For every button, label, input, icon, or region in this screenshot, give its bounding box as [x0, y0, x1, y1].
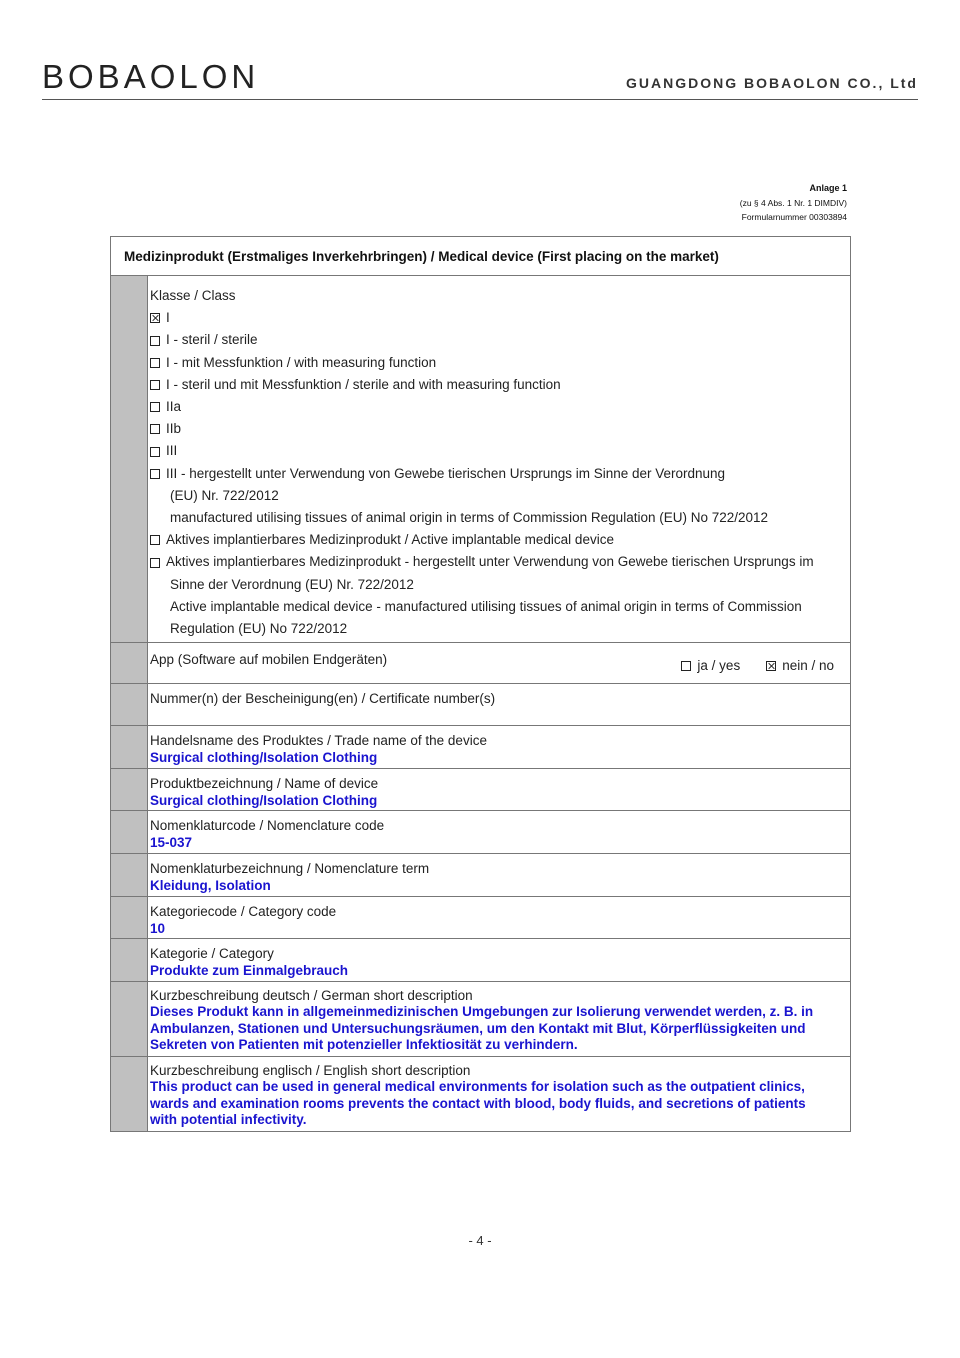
trade-name-value: Surgical clothing/Isolation Clothing — [150, 750, 378, 766]
checkbox-icon[interactable] — [150, 558, 160, 568]
class-cell — [148, 276, 850, 642]
form-title: Medizinprodukt (Erstmaliges Inverkehrbringen) / Medical device (First placing on the market) — [111, 237, 850, 276]
nomenclature-code-value: 15-037 — [150, 835, 193, 851]
category-code-label: Kategoriecode / Category code — [150, 903, 337, 919]
checkbox-icon[interactable] — [681, 661, 691, 671]
form-number: Formularnummer 00303894 — [741, 212, 847, 222]
class-option-active-implantable-animal-tissue[interactable] — [150, 551, 850, 573]
page-number: - 4 - — [468, 1233, 492, 1248]
header-divider — [42, 99, 918, 100]
german-description-cell — [148, 982, 850, 1056]
trade-name-row — [111, 726, 850, 769]
company-logo: BOBAOLON — [42, 58, 260, 95]
row-marker — [111, 897, 148, 939]
row-marker — [111, 1057, 148, 1131]
category-cell — [148, 939, 850, 981]
nomenclature-term-value: Kleidung, Isolation — [150, 878, 271, 894]
app-no-option[interactable] — [766, 658, 834, 673]
checkbox-icon[interactable] — [150, 424, 160, 434]
class-label: Klasse / Class — [150, 288, 236, 303]
class-option-i-sterile-measuring[interactable] — [150, 374, 850, 396]
app-yes-label: ja / yes — [697, 658, 741, 674]
class-option-i-measuring[interactable] — [150, 352, 850, 374]
german-description-label: Kurzbeschreibung deutsch / German short description — [150, 987, 473, 1003]
category-code-value: 10 — [150, 920, 166, 936]
class-option-active-implantable[interactable] — [150, 529, 850, 551]
class-option-label: III - hergestellt unter Verwendung von Gewebe tierischen Ursprungs im Sinne der Verordnung — [166, 465, 726, 481]
row-marker — [111, 643, 148, 683]
device-name-cell — [148, 769, 850, 811]
class-option-continuation: Regulation (EU) No 722/2012 — [170, 621, 348, 637]
english-description-cell — [148, 1057, 850, 1131]
checkbox-icon[interactable] — [150, 535, 160, 545]
row-marker — [111, 811, 148, 853]
checkbox-icon[interactable] — [150, 402, 160, 412]
category-code-row — [111, 897, 850, 940]
class-option-label: Aktives implantierbares Medizinprodukt / Active implantable medical device — [166, 532, 614, 548]
class-option-i[interactable] — [150, 307, 850, 329]
checkbox-checked-icon[interactable] — [766, 661, 776, 671]
class-option-label: I — [166, 310, 170, 326]
class-option-continuation: manufactured utilising tissues of animal origin in terms of Commission Regulation (EU) No 722/2012 — [170, 510, 769, 526]
row-marker — [111, 769, 148, 811]
checkbox-icon[interactable] — [150, 380, 160, 390]
class-option-label: III — [166, 443, 178, 459]
nomenclature-term-cell — [148, 854, 850, 896]
nomenclature-code-row — [111, 811, 850, 854]
class-option-label: IIa — [166, 399, 182, 415]
trade-name-label: Handelsname des Produktes / Trade name of the device — [150, 733, 487, 749]
row-marker — [111, 684, 148, 725]
checkbox-icon[interactable] — [150, 447, 160, 457]
row-marker — [111, 276, 148, 642]
english-description-value: This product can be used in general medical environments for isolation such as the outpatient clinics, wards and examination rooms prevents the contact with blood, body fluids, and secretions of patients with potential infectivity. — [150, 1079, 806, 1128]
class-option-continuation: Active implantable medical device - manufactured utilising tissues of animal origin in terms of Commission — [170, 598, 802, 614]
certificate-row — [111, 684, 850, 726]
class-option-label: IIb — [166, 421, 182, 437]
trade-name-cell — [148, 726, 850, 768]
class-option-continuation: (EU) Nr. 722/2012 — [170, 487, 279, 503]
nomenclature-code-cell — [148, 811, 850, 853]
anlage-title: Anlage 1 — [809, 183, 847, 193]
company-name: GUANGDONG BOBAOLON CO., Ltd — [626, 75, 918, 91]
category-code-cell — [148, 897, 850, 939]
nomenclature-term-label: Nomenklaturbezeichnung / Nomenclature term — [150, 861, 430, 877]
device-name-label: Produktbezeichnung / Name of device — [150, 775, 379, 791]
class-option-iii-animal-tissue[interactable] — [150, 463, 850, 485]
device-name-value: Surgical clothing/Isolation Clothing — [150, 792, 378, 808]
certificate-label: Nummer(n) der Bescheinigung(en) / Certificate number(s) — [150, 691, 496, 707]
app-yes-option[interactable] — [681, 658, 740, 673]
checkbox-icon[interactable] — [150, 358, 160, 368]
row-marker — [111, 726, 148, 768]
app-label: App (Software auf mobilen Endgeräten) — [150, 652, 388, 668]
app-cell — [148, 643, 850, 683]
class-option-label: Aktives implantierbares Medizinprodukt - hergestellt unter Verwendung von Gewebe tierischen Ursprungs im — [166, 554, 814, 570]
class-option-iii[interactable] — [150, 440, 850, 462]
class-option-label: I - mit Messfunktion / with measuring function — [166, 354, 437, 370]
device-name-row — [111, 769, 850, 812]
class-option-label: I - steril / sterile — [166, 332, 258, 348]
english-description-label: Kurzbeschreibung englisch / English short description — [150, 1062, 471, 1078]
checkbox-icon[interactable] — [150, 336, 160, 346]
category-label: Kategorie / Category — [150, 946, 274, 962]
medical-device-form — [110, 236, 851, 1132]
checkbox-checked-icon[interactable] — [150, 313, 160, 323]
category-row — [111, 939, 850, 982]
anlage-reference: (zu § 4 Abs. 1 Nr. 1 DIMDIV) — [739, 197, 847, 208]
app-no-label: nein / no — [782, 658, 834, 674]
category-value: Produkte zum Einmalgebrauch — [150, 963, 349, 979]
class-option-iib[interactable] — [150, 418, 850, 440]
row-marker — [111, 939, 148, 981]
class-option-iia[interactable] — [150, 396, 850, 418]
app-row — [111, 643, 850, 684]
app-options — [655, 658, 834, 673]
german-description-value: Dieses Produkt kann in allgemeinmedizinischen Umgebungen zur Isolierung verwendet werden, z. B. in Ambulanzen, Stationen und Untersuchungsräumen, um den Kontakt mit Blut, Körperflüssigkeiten und Sekreten von Patienten mit potenzieller Infektiosität zu verhindern. — [150, 1004, 814, 1053]
german-description-row — [111, 982, 850, 1057]
anlage-block — [740, 181, 847, 225]
class-option-label: I - steril und mit Messfunktion / sterile and with measuring function — [166, 376, 561, 392]
class-option-i-sterile[interactable] — [150, 329, 850, 351]
checkbox-icon[interactable] — [150, 469, 160, 479]
row-marker — [111, 854, 148, 896]
class-row — [111, 276, 850, 643]
english-description-row — [111, 1057, 850, 1131]
row-marker — [111, 982, 148, 1056]
class-option-continuation: Sinne der Verordnung (EU) Nr. 722/2012 — [170, 576, 414, 592]
nomenclature-term-row — [111, 854, 850, 897]
nomenclature-code-label: Nomenklaturcode / Nomenclature code — [150, 818, 385, 834]
